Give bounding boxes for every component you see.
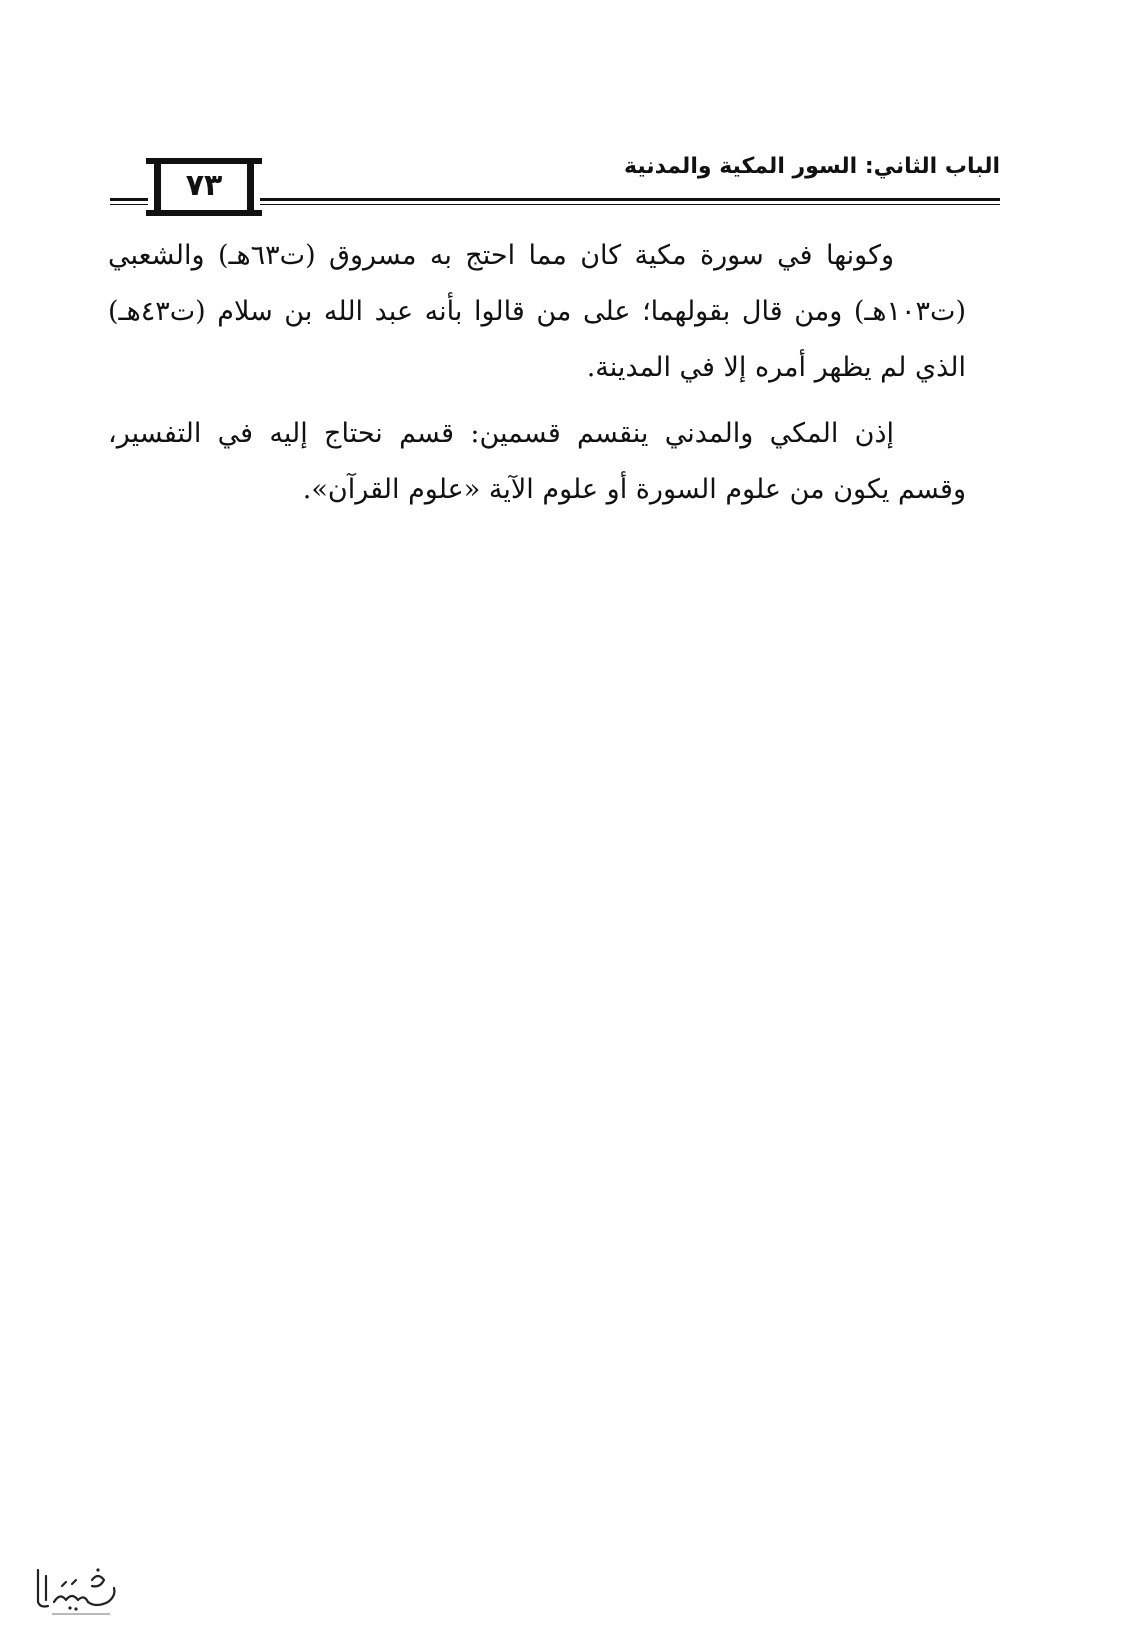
paragraph-2: إذن المكي والمدني ينقسم قسمين: قسم نحتاج إليه في التفسير، وقسم يكون من علوم السورة أو علوم الآية «علوم القرآن».: [108, 418, 966, 505]
page-number: ٧٣: [185, 168, 223, 203]
header-rule-left-thick: [110, 198, 148, 201]
paragraph-1: وكونها في سورة مكية كان مما احتج به مسروق (ت٦٣هـ) والشعبي (ت١٠٣هـ) ومن قال بقولهما؛ على من قالوا بأنه عبد الله بن سلام (ت٤٣هـ) الذي لم يظهر أمره إلا في المدينة.: [108, 240, 966, 383]
body-text: [108, 228, 966, 528]
calligraphy-logo-icon: [26, 1562, 126, 1618]
page-box-bottom-cap: [146, 210, 262, 216]
header-rule-thick: [260, 198, 1000, 201]
running-header: [110, 150, 1000, 220]
page-box-left-pillar: [154, 164, 161, 210]
page-number-box: [146, 158, 262, 216]
page-box-right-pillar: [247, 164, 254, 210]
publisher-logo: [26, 1562, 126, 1618]
page-box-top-cap: [146, 158, 262, 164]
header-rule-left-thin: [110, 204, 148, 205]
chapter-title: الباب الثاني: السور المكية والمدنية: [624, 154, 1000, 179]
header-rule-thin: [260, 204, 1000, 205]
